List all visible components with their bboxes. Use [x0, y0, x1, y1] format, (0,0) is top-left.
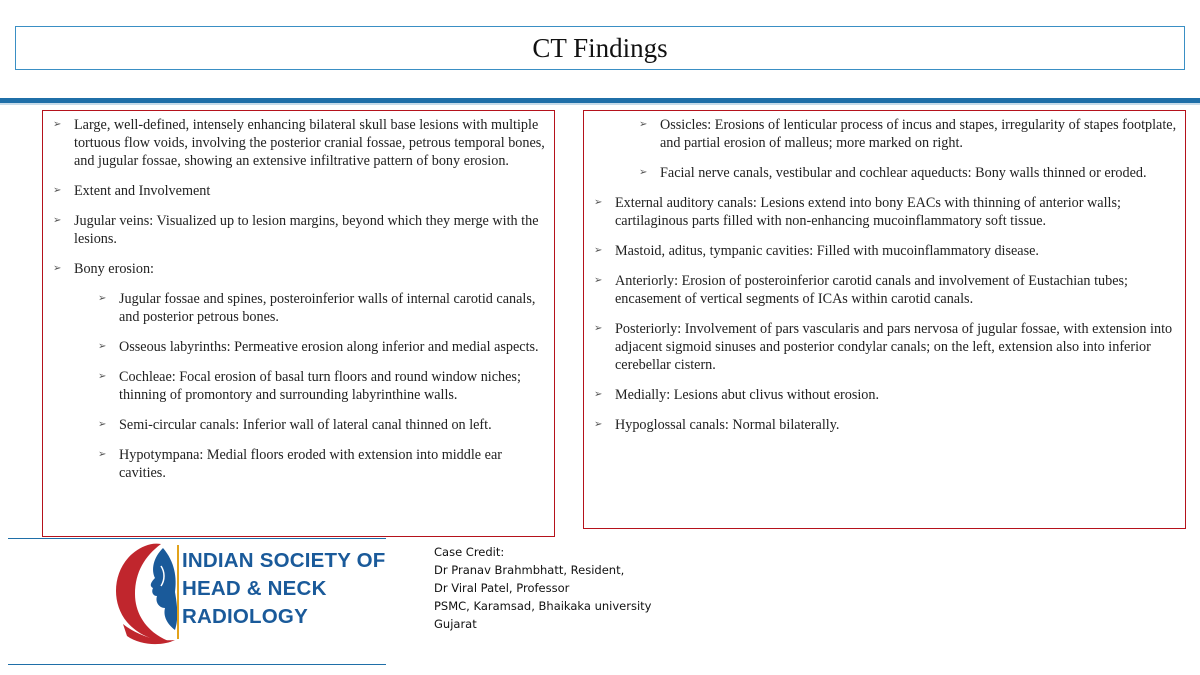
- bullet-arrow-icon: ➢: [594, 323, 603, 334]
- bullet-arrow-icon: ➢: [53, 215, 62, 226]
- left-findings-list: [51, 116, 546, 482]
- logo-line-1: INDIAN SOCIETY OF: [182, 549, 386, 572]
- bullet-arrow-icon: ➢: [98, 449, 107, 460]
- bullet-arrow-icon: ➢: [594, 275, 603, 286]
- finding-item: [592, 242, 1177, 260]
- finding-item: [592, 386, 1177, 404]
- sub-finding-item: [51, 338, 546, 356]
- finding-text: Jugular veins: Visualized up to lesion margins, beyond which they merge with the lesions.: [74, 213, 539, 247]
- finding-text: Extent and Involvement: [74, 183, 211, 199]
- logo-line-2: HEAD & NECK: [182, 577, 327, 600]
- credits-line: PSMC, Karamsad, Bhaikaka university: [434, 599, 652, 613]
- finding-text: Mastoid, aditus, tympanic cavities: Filled with mucoinflammatory disease.: [615, 243, 1039, 259]
- credits-line: Gujarat: [434, 617, 477, 631]
- bullet-arrow-icon: ➢: [98, 341, 107, 352]
- finding-item: [592, 272, 1177, 308]
- bullet-arrow-icon: ➢: [594, 197, 603, 208]
- finding-text: Jugular fossae and spines, posteroinferior walls of internal carotid canals, and posterior petrous bones.: [119, 291, 536, 325]
- logo-divider: [177, 545, 179, 639]
- finding-item: [592, 416, 1177, 434]
- finding-text: Posteriorly: Involvement of pars vascularis and pars nervosa of jugular fossae, with extension into adjacent sigmoid sinuses and posterior condylar canals; on the left, extension also into inferior cerebellar cistern.: [615, 321, 1173, 373]
- sub-finding-item: [51, 368, 546, 404]
- logo-text: [182, 547, 386, 631]
- bullet-arrow-icon: ➢: [98, 371, 107, 382]
- bullet-arrow-icon: ➢: [594, 389, 603, 400]
- credits-heading: Case Credit:: [434, 545, 505, 559]
- case-credits: [434, 543, 651, 633]
- right-findings-panel: [583, 110, 1186, 529]
- slide-title: CT Findings: [532, 32, 668, 63]
- right-findings-list: [592, 116, 1177, 434]
- bullet-arrow-icon: ➢: [594, 245, 603, 256]
- finding-text: Large, well-defined, intensely enhancing bilateral skull base lesions with multiple tortuous flow voids, involving the posterior cranial fossae, petrous temporal bones, and jugular fossae, showing an extensive infiltrative pattern of bony erosion.: [74, 117, 545, 169]
- sub-finding-item: [51, 290, 546, 326]
- finding-item: [51, 116, 546, 170]
- credits-line: Dr Viral Patel, Professor: [434, 581, 570, 595]
- sub-finding-item: [592, 116, 1177, 152]
- finding-text: Facial nerve canals, vestibular and cochlear aqueducts: Bony walls thinned or eroded.: [660, 165, 1147, 181]
- sub-finding-item: [51, 446, 546, 482]
- footer-divider-bottom: [8, 664, 386, 665]
- finding-text: Bony erosion:: [74, 261, 154, 277]
- finding-item: [51, 182, 546, 200]
- finding-text: Anteriorly: Erosion of posteroinferior carotid canals and involvement of Eustachian tubes; encasement of vertical segments of ICAs within carotid canals.: [615, 273, 1128, 307]
- finding-text: Osseous labyrinths: Permeative erosion along inferior and medial aspects.: [119, 339, 539, 355]
- bullet-arrow-icon: ➢: [53, 119, 62, 130]
- credits-line: Dr Pranav Brahmbhatt, Resident,: [434, 563, 625, 577]
- bullet-arrow-icon: ➢: [639, 119, 648, 130]
- finding-item: [592, 320, 1177, 374]
- finding-text: Ossicles: Erosions of lenticular process of incus and stapes, irregularity of stapes footplate, and partial erosion of malleus; more marked on right.: [660, 117, 1177, 151]
- slide-title-box: [15, 26, 1185, 70]
- sub-finding-item: [51, 416, 546, 434]
- finding-text: Hypotympana: Medial floors eroded with extension into middle ear cavities.: [119, 447, 502, 481]
- finding-text: Cochleae: Focal erosion of basal turn floors and round window niches; thinning of promontory and surrounding labyrinthine walls.: [119, 369, 521, 403]
- left-findings-panel: [42, 110, 555, 537]
- header-divider-shadow: [0, 103, 1200, 105]
- logo-line-3: RADIOLOGY: [182, 605, 308, 628]
- finding-text: Hypoglossal canals: Normal bilaterally.: [615, 417, 840, 433]
- bullet-arrow-icon: ➢: [98, 293, 107, 304]
- sub-finding-item: [592, 164, 1177, 182]
- bullet-arrow-icon: ➢: [53, 263, 62, 274]
- bullet-arrow-icon: ➢: [594, 419, 603, 430]
- finding-item: [51, 212, 546, 248]
- bullet-arrow-icon: ➢: [98, 419, 107, 430]
- bullet-arrow-icon: ➢: [53, 185, 62, 196]
- bullet-arrow-icon: ➢: [639, 167, 648, 178]
- finding-item: [592, 194, 1177, 230]
- finding-text: Semi-circular canals: Inferior wall of lateral canal thinned on left.: [119, 417, 492, 433]
- finding-text: Medially: Lesions abut clivus without erosion.: [615, 387, 880, 403]
- finding-text: External auditory canals: Lesions extend into bony EACs with thinning of anterior walls; cartilaginous parts filled with non-enhancing mucoinflammatory soft tissue.: [615, 195, 1121, 229]
- finding-item: [51, 260, 546, 278]
